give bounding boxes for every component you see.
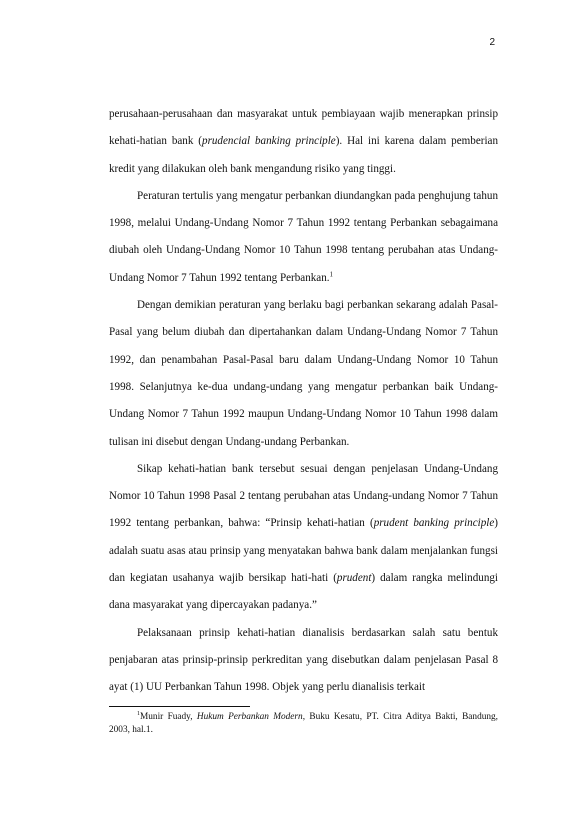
paragraph-5: Pelaksanaan prinsip kehati-hatian dianalisis berdasarkan salah satu bentuk penjabaran atas prinsip-prinsip perkreditan yang disebutkan dalam penjelasan Pasal 8 ayat (1) UU Perbankan Tahun 1998. Objek yang perlu dianalisis terkait: [109, 626, 498, 694]
footnote-book-title: Hukum Perbankan Modern: [196, 712, 303, 722]
italic-term: prudent banking principle: [373, 517, 495, 530]
paragraph-4: Sikap kehati-hatian bank tersebut sesuai dengan penjelasan Undang-Undang Nomor 10 Tahun 1998 Pasal 2 tentang perubahan atas Undang-undang Nomor 7 Tahun 1992 tentang perbankan, bahwa: “Prinsip kehati-hatian (prudent banking principle) adalah suatu asas atau prinsip yang menyatakan bahwa bank dalam menjalankan fungsi dan kegiatan usahanya wajib bersikap hati-hati (prudent) dalam rangka melindungi dana masyarakat yang dipercayakan padanya.”: [109, 462, 498, 612]
footnote-separator: [109, 706, 250, 707]
page-number: 2: [489, 37, 495, 48]
footnote-mark: 1: [137, 710, 140, 717]
paragraph-1: perusahaan-perusahaan dan masyarakat untuk pembiayaan wajib menerapkan prinsip kehati-hatian bank (prudencial banking principle). Hal ini karena dalam pemberian kredit yang dilakukan oleh bank mengandung risiko yang tinggi.: [109, 108, 498, 175]
paragraph-2: Peraturan tertulis yang mengatur perbankan diundangkan pada penghujung tahun 1998, melalui Undang-Undang Nomor 7 Tahun 1992 tentang Perbankan sebagaimana diubah oleh Undang-Undang Nomor 10 Tahun 1998 tentang perubahan atas Undang-Undang Nomor 7 Tahun 1992 tentang Perbankan.$^1$: [109, 189, 498, 284]
italic-term: prudencial banking principle: [202, 135, 336, 148]
body-text: [109, 101, 498, 702]
footnote-reference: 1: [329, 270, 334, 279]
italic-term: prudent: [336, 572, 372, 585]
footnote: $^1$Munir Fuady, Hukum Perbankan Modern, Buku Kesatu, PT. Citra Aditya Bakti, Bandung, 2003, hal.1.: [109, 710, 498, 735]
paragraph-3: Dengan demikian peraturan yang berlaku bagi perbankan sekarang adalah Pasal-Pasal yang belum diubah dan dipertahankan dalam Undang-Undang Nomor 7 Tahun 1992, dan penambahan Pasal-Pasal baru dalam Undang-Undang Nomor 10 Tahun 1998. Selanjutnya ke-dua undang-undang yang mengatur perbankan baik Undang-Undang Nomor 7 Tahun 1992 maupun Undang-Undang Nomor 10 Tahun 1998 dalam tulisan ini disebut dengan Undang-undang Perbankan.: [109, 299, 498, 448]
